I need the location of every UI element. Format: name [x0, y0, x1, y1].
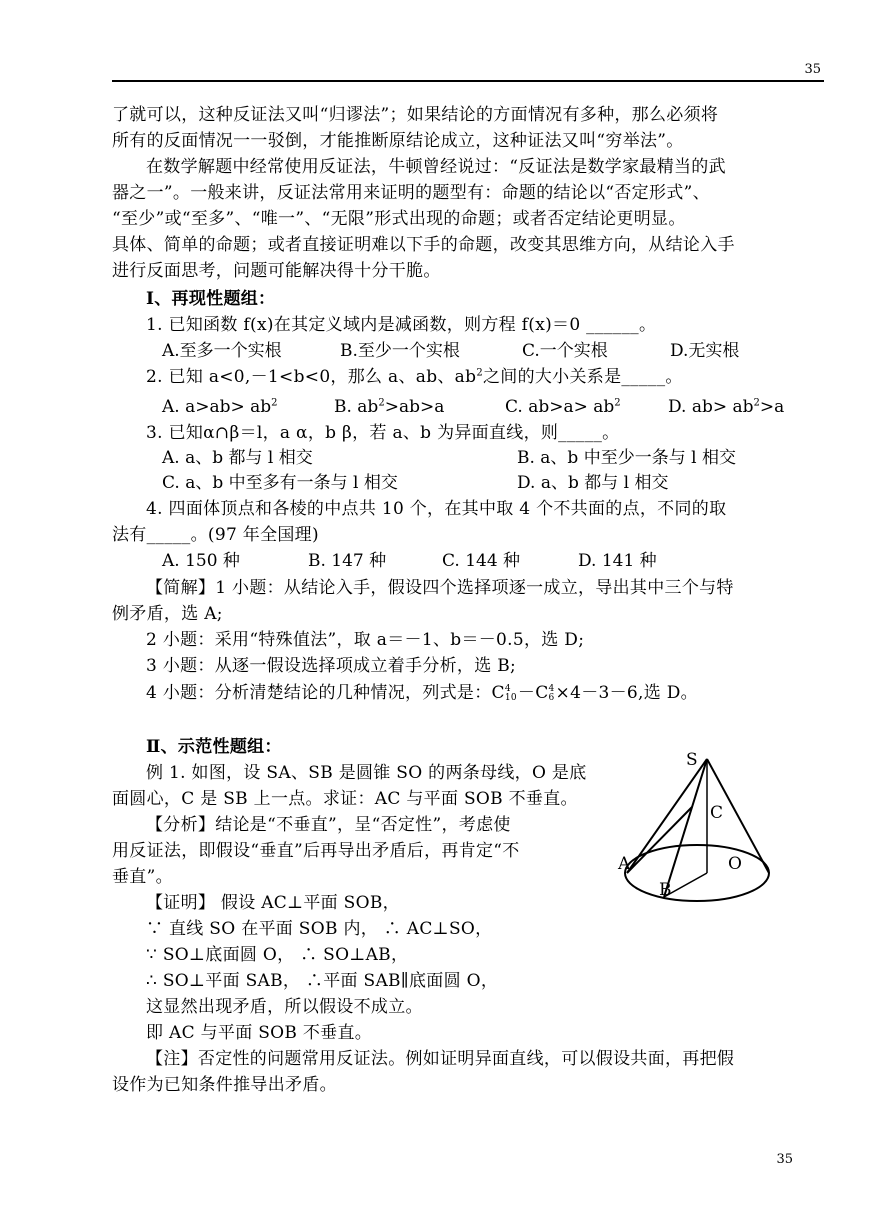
question-stem: 3. 已知α∩β＝l，a α，b β，若 a、b 为异面直线，则_____。	[146, 423, 620, 443]
question-stem: 法有_____。(97 年全国理)	[112, 525, 319, 545]
question-stem: 1. 已知函数 f(x)在其定义域内是减函数，则方程 f(x)＝0 ______。	[146, 315, 657, 335]
option-text: B. ab	[334, 397, 379, 417]
combination-sub: 6	[548, 692, 555, 703]
solution-line	[146, 682, 698, 704]
proof-line: ∴ SO⊥平面 SAB， ∴平面 SAB∥底面圆 O，	[146, 971, 499, 991]
option-c: C. 144 种	[442, 551, 521, 571]
header-page-number: 35	[804, 62, 821, 77]
option-a: A. 150 种	[162, 551, 240, 571]
intro-line: 在数学解题中经常使用反证法，牛顿曾经说过：“反证法是数学家最精当的武	[146, 157, 726, 177]
option-a	[162, 396, 278, 418]
intro-line: 进行反面思考，问题可能解决得十分干脆。	[112, 261, 441, 281]
option-text: A. a>ab> ab	[162, 397, 272, 417]
proof-line: 【证明】 假设 AC⊥平面 SOB，	[146, 893, 400, 913]
option-d: D.无实根	[670, 341, 740, 361]
option-d: D. a、b 都与 l 相交	[517, 473, 669, 493]
superscript: 2	[476, 367, 483, 379]
combination-sup: 4	[548, 683, 555, 694]
stem-text: 2. 已知 a<0,－1<b<0，那么 a、ab、ab	[146, 367, 477, 387]
option-d: D. 141 种	[578, 551, 657, 571]
intro-line: 了就可以，这种反证法又叫“归谬法”；如果结论的方面情况有多种，那么必须将	[112, 105, 719, 125]
analysis-line: 垂直”。	[112, 867, 173, 887]
proof-line: ∵ SO⊥底面圆 O， ∴ SO⊥AB，	[146, 945, 409, 965]
option-a: A.至多一个实根	[162, 341, 282, 361]
analysis-line: 【分析】结论是“不垂直”，呈“否定性”，考虑使	[146, 815, 511, 835]
combination-index	[505, 685, 517, 703]
note-line: 设作为已知条件推导出矛盾。	[112, 1075, 337, 1095]
section-title: Ⅱ、示范性题组：	[146, 737, 282, 757]
label-b: B	[659, 880, 672, 900]
superscript: 2	[271, 397, 278, 409]
combination-sub: 10	[504, 692, 517, 703]
section-title: Ⅰ、再现性题组：	[146, 289, 276, 309]
option-text: >ab>a	[384, 397, 445, 417]
option-b: B.至少一个实根	[340, 341, 460, 361]
solution-text: ×4－3－6,选 D。	[555, 683, 698, 703]
label-s: S	[686, 750, 698, 770]
solution-line: 例矛盾，选 A;	[112, 604, 223, 624]
generatrix-sa	[627, 759, 707, 873]
option-c	[505, 396, 621, 418]
option-text: C. ab>a> ab	[505, 397, 615, 417]
note-line: 【注】否定性的问题常用反证法。例如证明异面直线，可以假设共面，再把假	[146, 1049, 735, 1069]
proof-line: ∵ 直线 SO 在平面 SOB 内， ∴ AC⊥SO，	[146, 919, 493, 939]
intro-line: 具体、简单的命题；或者直接证明难以下手的命题，改变其思维方向，从结论入手	[112, 235, 735, 255]
option-d	[668, 396, 784, 418]
label-a: A	[618, 854, 631, 874]
combination-sup: 4	[504, 683, 511, 694]
label-o: O	[728, 854, 742, 874]
solution-line: 【简解】1 小题：从结论入手，假设四个选择项逐一成立，导出其中三个与特	[146, 578, 734, 598]
option-c: C.一个实根	[522, 341, 608, 361]
intro-line: 器之一”。一般来讲，反证法常用来证明的题型有：命题的结论以“否定形式”、	[112, 183, 710, 203]
intro-line: “至少”或“至多”、“唯一”、“无限”形式出现的命题；或者否定结论更明显。	[112, 209, 686, 229]
option-b: B. a、b 中至少一条与 l 相交	[517, 448, 736, 468]
example-line: 面圆心，C 是 SB 上一点。求证：AC 与平面 SOB 不垂直。	[112, 789, 578, 809]
question-stem	[146, 366, 683, 388]
solution-text: 4 小题：分析清楚结论的几种情况，列式是：C	[146, 683, 505, 703]
intro-line: 所有的反面情况一一驳倒，才能推断原结论成立，这种证法又叫“穷举法”。	[112, 131, 684, 151]
option-b	[334, 396, 444, 418]
proof-line: 即 AC 与平面 SOB 不垂直。	[146, 1023, 373, 1043]
question-stem: 4. 四面体顶点和各棱的中点共 10 个，在其中取 4 个不共面的点，不同的取	[146, 499, 727, 519]
cone-figure	[610, 745, 785, 915]
stem-text: 之间的大小关系是_____。	[482, 367, 683, 387]
combination-index	[549, 685, 555, 703]
header-rule	[112, 80, 824, 82]
option-a: A. a、b 都与 l 相交	[162, 448, 313, 468]
proof-line: 这显然出现矛盾，所以假设不成立。	[146, 997, 423, 1017]
example-line: 例 1. 如图，设 SA、SB 是圆锥 SO 的两条母线，O 是底	[146, 763, 587, 783]
solution-line: 3 小题：从逐一假设选择项成立着手分析，选 B;	[146, 656, 517, 676]
superscript: 2	[614, 397, 621, 409]
label-c: C	[710, 803, 724, 823]
option-text: >a	[759, 397, 785, 417]
option-text: D. ab> ab	[668, 397, 754, 417]
option-b: B. 147 种	[308, 551, 387, 571]
solution-text: －C	[517, 683, 549, 703]
superscript: 2	[378, 397, 385, 409]
analysis-line: 用反证法，即假设“垂直”后再导出矛盾后，再肯定“不	[112, 841, 520, 861]
option-c: C. a、b 中至多有一条与 l 相交	[162, 473, 398, 493]
superscript: 2	[753, 397, 760, 409]
solution-line: 2 小题：采用“特殊值法”，取 a＝－1、b＝－0.5，选 D;	[146, 630, 585, 650]
footer-page-number: 35	[776, 1152, 793, 1167]
